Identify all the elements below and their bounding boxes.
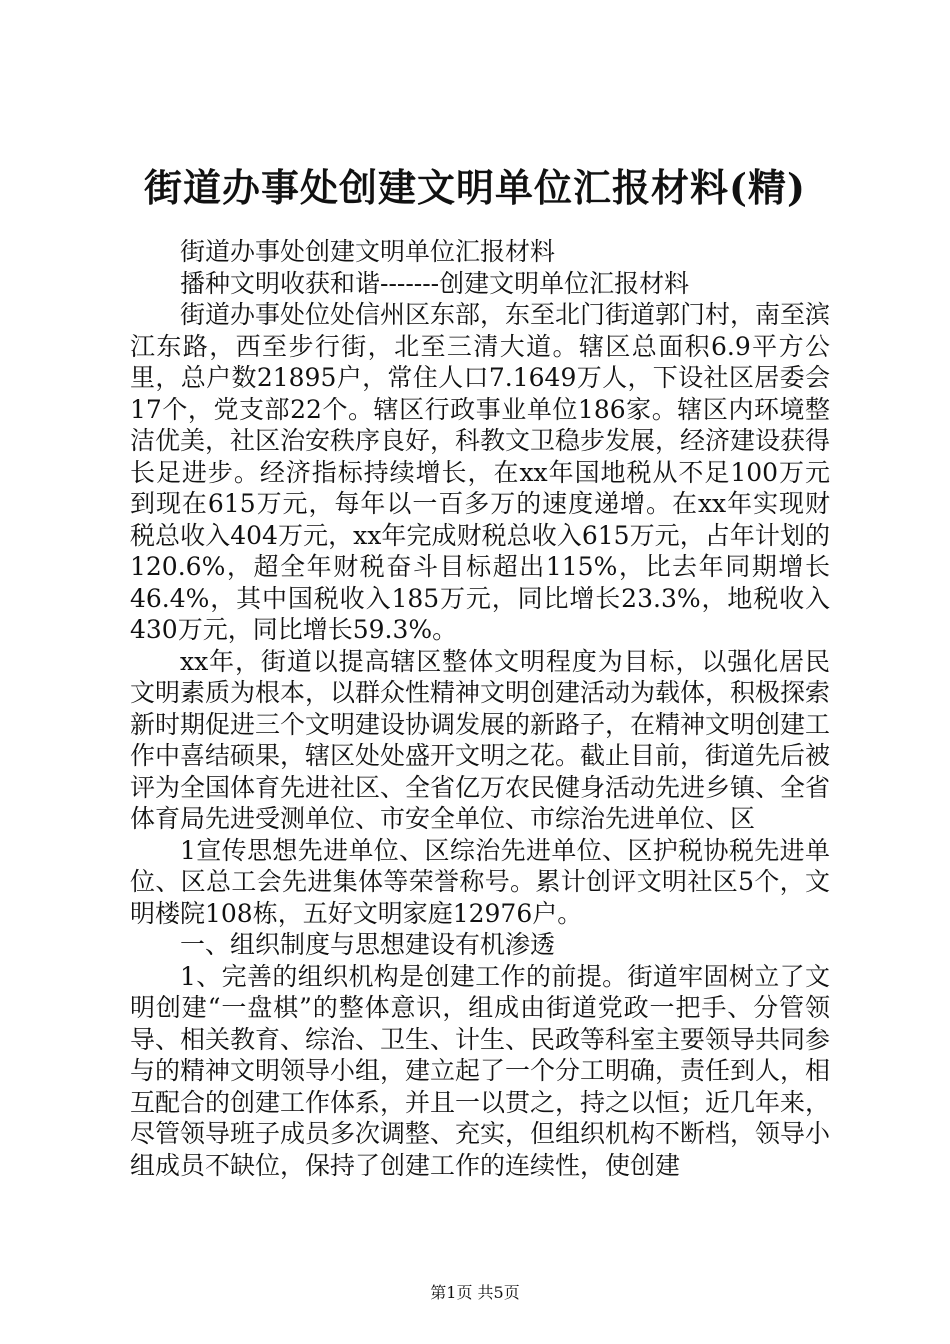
body-paragraph: 1、完善的组织机构是创建工作的前提。街道牢固树立了文明创建“一盘棋”的整体意识，组成由街道党政一把手、分管领导、相关教育、综治、卫生、计生、民政等科室主要领导共同参与的精神文明领导小组，建立起了一个分工明确，责任到人，相互配合的创建工作体系，并且一以贯之，持之以恒；近几年来，尽管领导班子成员多次调整、充实，但组织机构不断档，领导小组成员不缺位，保持了创建工作的连续性，使创建 bbox=[130, 961, 831, 1180]
subtitle-line: 播种文明收获和谐-------创建文明单位汇报材料 bbox=[180, 268, 690, 298]
body-paragraph: 街道办事处位处信州区东部，东至北门街道郭门村，南至滨江东路，西至步行街，北至三清大道。辖区总面积6.9平方公里，总户数21895户，常住人口7.1649万人，下设社区居委会17个，党支部22个。辖区行政事业单位186家。辖区内环境整洁优美，社区治安秩序良好，科教文卫稳步发展，经济建设获得长足进步。经济指标持续增长，在xx年国地税从不足100万元到现在615万元，每年以一百多万的速度递增。在xx年实现财税总收入404万元，xx年完成财税总收入615万元，占年计划的120.6%，超全年财税奋斗目标超出115%，比去年同期增长46.4%，其中国税收入185万元，同比增长23.3%，地税收入430万元，同比增长59.3%。 bbox=[130, 300, 831, 644]
section-heading: 一、组织制度与思想建设有机渗透 bbox=[180, 930, 556, 959]
body-paragraph: xx年，街道以提高辖区整体文明程度为目标，以强化居民文明素质为根本，以群众性精神文明创建活动为载体，积极探索新时期促进三个文明建设协调发展的新路子，在精神文明创建工作中喜结硕果，辖区处处盛开文明之花。截止目前，街道先后被评为全国体育先进社区、全省亿万农民健身活动先进乡镇、全省体育局先进受测单位、市安全单位、市综治先进单位、区 bbox=[130, 646, 831, 833]
document-title: 街道办事处创建文明单位汇报材料(精) bbox=[144, 165, 806, 210]
body-paragraph: 1宣传思想先进单位、区综治先进单位、区护税协税先进单位、区总工会先进集体等荣誉称号。累计创评文明社区5个，文明楼院108栋，五好文明家庭12976户。 bbox=[130, 835, 830, 928]
page-footer: 第1页 共5页 bbox=[430, 1283, 520, 1302]
document-body bbox=[130, 236, 830, 1181]
subtitle-line: 街道办事处创建文明单位汇报材料 bbox=[180, 237, 556, 266]
